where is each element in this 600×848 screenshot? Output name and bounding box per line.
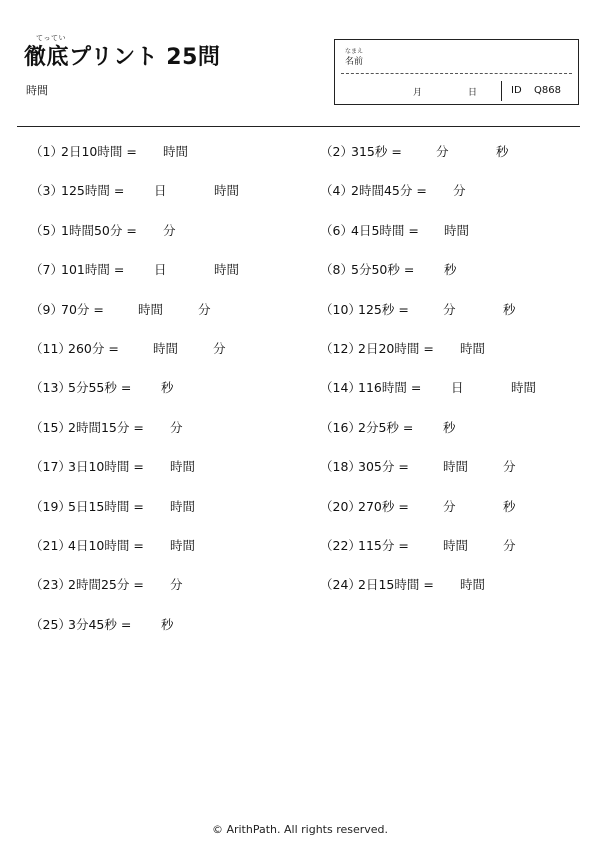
- problem-expression: 2分5秒 =: [358, 419, 414, 435]
- problem-number: （12）: [320, 341, 361, 356]
- problem-expression: 5分50秒 =: [351, 262, 415, 278]
- problem-number: （19）: [30, 498, 71, 514]
- answer-unit: 時間: [460, 577, 486, 593]
- problem-expression: 2日10時間 =: [61, 144, 137, 159]
- problem-number: （13）: [30, 380, 71, 396]
- student-info-box: [334, 39, 579, 105]
- answer-unit: 秒: [161, 380, 174, 396]
- problem-number: （9）: [30, 301, 63, 317]
- problem-expression: 315秒 =: [351, 144, 402, 159]
- day-label: 日: [468, 88, 478, 98]
- problem-expression: 101時間 =: [61, 262, 125, 278]
- problem-number: （16）: [320, 419, 361, 435]
- problem-expression: 70分 =: [61, 301, 104, 317]
- answer-unit: 秒: [161, 616, 174, 632]
- page-subtitle: 時間: [26, 84, 48, 97]
- problem-expression: 3分45秒 =: [68, 616, 132, 632]
- problem-expression: 4日10時間 =: [68, 538, 144, 553]
- answer-unit: 時間: [163, 144, 189, 159]
- answer-unit: 時間: [460, 341, 486, 356]
- answer-unit: 分: [198, 301, 211, 317]
- title-furigana: てってい: [36, 34, 66, 42]
- problem-number: （25）: [30, 616, 71, 632]
- problem-number: （10）: [320, 301, 361, 317]
- problem-number: （23）: [30, 577, 71, 593]
- problem-number: （14）: [320, 380, 361, 396]
- answer-unit: 時間: [444, 222, 470, 238]
- problem-expression: 5分55秒 =: [68, 380, 132, 396]
- answer-unit: 分: [170, 577, 183, 593]
- problem-expression: 1時間50分 =: [61, 222, 137, 238]
- answer-unit: 時間: [153, 341, 179, 356]
- problem-expression: 125時間 =: [61, 183, 125, 199]
- problem-expression: 115分 =: [358, 538, 409, 553]
- problem-number: （3）: [30, 183, 63, 199]
- problem-number: （11）: [30, 341, 71, 356]
- answer-unit: 分: [443, 498, 456, 514]
- problem-number: （24）: [320, 577, 361, 593]
- problem-expression: 260分 =: [68, 341, 119, 356]
- problem-number: （5）: [30, 222, 63, 238]
- problem-expression: 2日15時間 =: [358, 577, 434, 593]
- problem-expression: 2時間25分 =: [68, 577, 144, 593]
- answer-unit: 分: [170, 419, 183, 435]
- answer-unit: 秒: [503, 498, 516, 514]
- answer-unit: 分: [503, 538, 516, 553]
- problem-number: （18）: [320, 459, 361, 475]
- problem-number: （20）: [320, 498, 361, 514]
- answer-unit: 分: [443, 301, 456, 317]
- problem-number: （1）: [30, 144, 63, 159]
- problem-expression: 305分 =: [358, 459, 409, 475]
- answer-unit: 日: [154, 262, 167, 278]
- id-value: Q868: [534, 85, 561, 96]
- problem-expression: 4日5時間 =: [351, 222, 419, 238]
- problem-number: （21）: [30, 538, 71, 553]
- answer-unit: 時間: [170, 498, 196, 514]
- problem-expression: 5日15時間 =: [68, 498, 144, 514]
- answer-unit: 時間: [511, 380, 537, 396]
- answer-unit: 時間: [443, 538, 469, 553]
- id-label: ID: [511, 85, 522, 96]
- name-label: 名前: [345, 57, 364, 67]
- problem-expression: 2時間45分 =: [351, 183, 427, 199]
- month-label: 月: [413, 88, 423, 98]
- answer-unit: 秒: [443, 419, 456, 435]
- problem-number: （22）: [320, 538, 361, 553]
- problem-expression: 3日10時間 =: [68, 459, 144, 475]
- problem-expression: 2日20時間 =: [358, 341, 434, 356]
- header-divider: [17, 126, 580, 127]
- footer-copyright: © ArithPath. All rights reserved.: [211, 823, 389, 836]
- id-divider: [501, 81, 502, 101]
- answer-unit: 時間: [443, 459, 469, 475]
- answer-unit: 時間: [170, 538, 196, 553]
- problem-expression: 2時間15分 =: [68, 419, 144, 435]
- problem-expression: 116時間 =: [358, 380, 422, 396]
- problem-number: （4）: [320, 183, 353, 199]
- problem-number: （8）: [320, 262, 353, 278]
- problem-number: （7）: [30, 262, 63, 278]
- answer-unit: 分: [163, 222, 176, 238]
- answer-unit: 時間: [138, 301, 164, 317]
- answer-unit: 秒: [444, 262, 457, 278]
- answer-unit: 秒: [496, 144, 509, 159]
- name-dashed-line: [341, 73, 572, 74]
- answer-unit: 分: [453, 183, 466, 199]
- page-title: 徹底プリント 25問: [24, 45, 221, 70]
- name-ruby: なまえ: [345, 48, 364, 55]
- answer-unit: 時間: [170, 459, 196, 475]
- problem-number: （17）: [30, 459, 71, 475]
- answer-unit: 分: [436, 144, 449, 159]
- answer-unit: 日: [451, 380, 464, 396]
- problem-expression: 270秒 =: [358, 498, 409, 514]
- problem-number: （6）: [320, 222, 353, 238]
- answer-unit: 時間: [214, 262, 240, 278]
- problem-expression: 125秒 =: [358, 301, 409, 317]
- answer-unit: 分: [213, 341, 226, 356]
- problem-number: （15）: [30, 419, 71, 435]
- answer-unit: 時間: [214, 183, 240, 199]
- problem-number: （2）: [320, 144, 353, 159]
- answer-unit: 分: [503, 459, 516, 475]
- answer-unit: 日: [154, 183, 167, 199]
- answer-unit: 秒: [503, 301, 516, 317]
